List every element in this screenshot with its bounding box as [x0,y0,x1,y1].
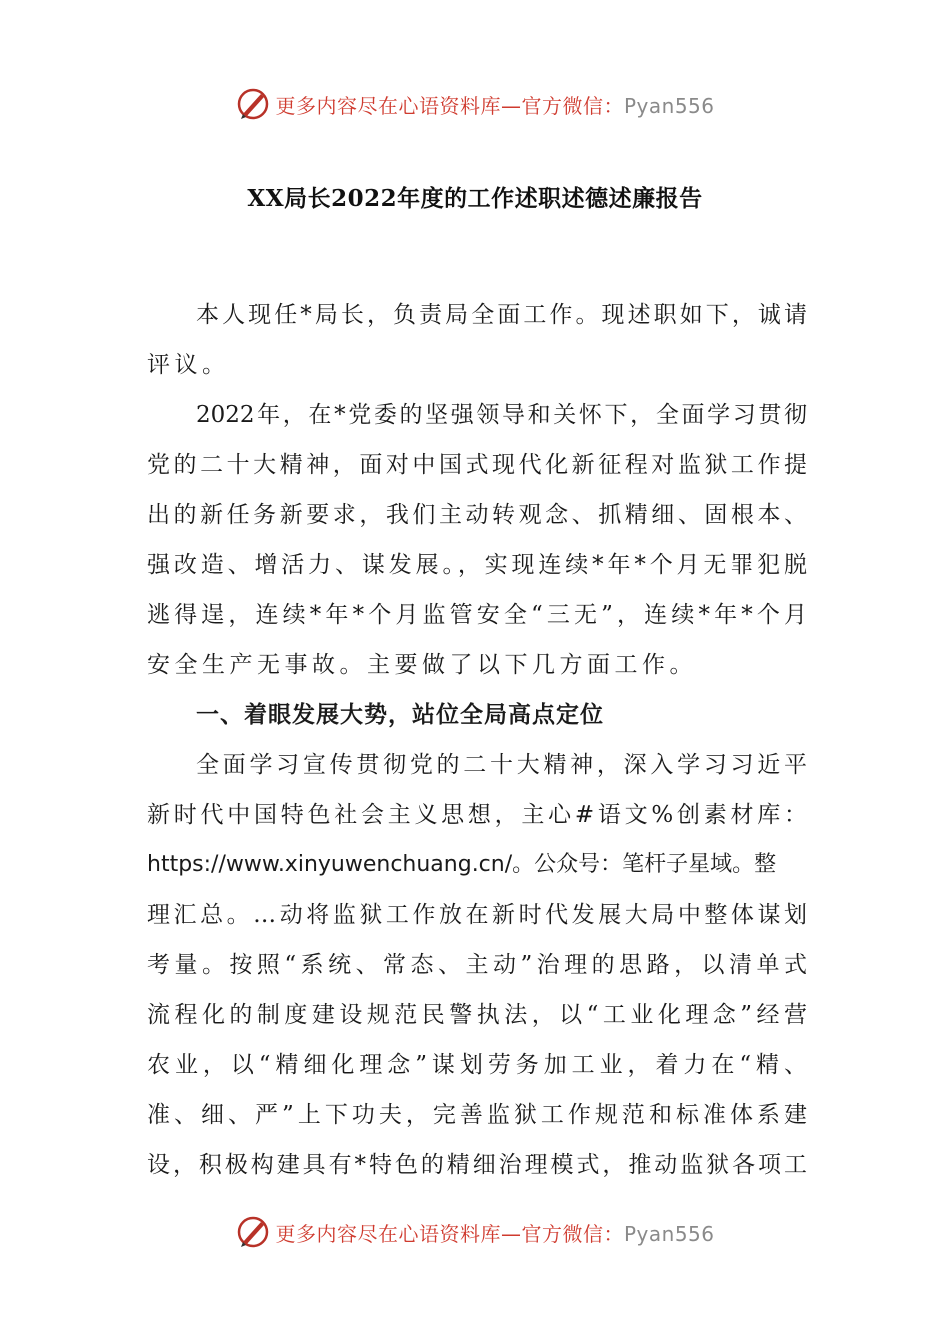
paragraph-line: 农业，以“精细化理念”谋划劳务加工业，着力在“精、 [147,1052,807,1078]
paragraph-line: https://www.xinyuwenchuang.cn/。公众号：笔杆子星域。整 [147,852,777,877]
pen-logo-icon [235,86,271,122]
paragraph-line: 考量。按照“系统、常态、主动”治理的思路，以清单式 [147,952,807,978]
footer-watermark-banner [0,1212,950,1252]
paragraph-line: 安全生产无事故。主要做了以下几方面工作。 [147,652,697,678]
paragraph-line: 2022年，在*党委的坚强领导和关怀下，全面学习贯彻 [196,402,807,428]
section-heading: 一、着眼发展大势，站位全局高点定位 [196,701,604,728]
paragraph-line: 本人现任*局长，负责局全面工作。现述职如下，诚请 [196,302,807,328]
paragraph-line: 准、细、严”上下功夫，完善监狱工作规范和标准体系建 [147,1102,807,1128]
pen-logo-icon [235,1214,271,1250]
paragraph-line: 全面学习宣传贯彻党的二十大精神，深入学习习近平 [196,752,807,778]
header-watermark-banner [0,84,950,124]
watermark-text: 更多内容尽在心语资料库—官方微信：Pyan556 [275,1221,715,1246]
paragraph-line: 设，积极构建具有*特色的精细治理模式，推动监狱各项工 [147,1152,807,1178]
watermark-text: 更多内容尽在心语资料库—官方微信：Pyan556 [275,93,715,118]
wechat-id: Pyan556 [623,93,715,118]
paragraph-line: 党的二十大精神，面对中国式现代化新征程对监狱工作提 [147,452,807,478]
paragraph-line: 理汇总。…动将监狱工作放在新时代发展大局中整体谋划 [147,902,807,928]
paragraph-line: 新时代中国特色社会主义思想，主心#语文%创素材库： [147,802,807,828]
paragraph-line: 评议。 [147,352,230,378]
paragraph-line: 逃得逞，连续*年*个月监管安全“三无”，连续*年*个月 [147,602,807,628]
paragraph-line: 出的新任务新要求，我们主动转观念、抓精细、固根本、 [147,502,807,528]
wechat-id: Pyan556 [623,1221,715,1246]
paragraph-line: 强改造、增活力、谋发展。，实现连续*年*个月无罪犯脱 [147,552,807,578]
document-title: XX局长2022年度的工作述职述德述廉报告 [247,185,703,212]
paragraph-line: 流程化的制度建设规范民警执法，以“工业化理念”经营 [147,1002,807,1028]
